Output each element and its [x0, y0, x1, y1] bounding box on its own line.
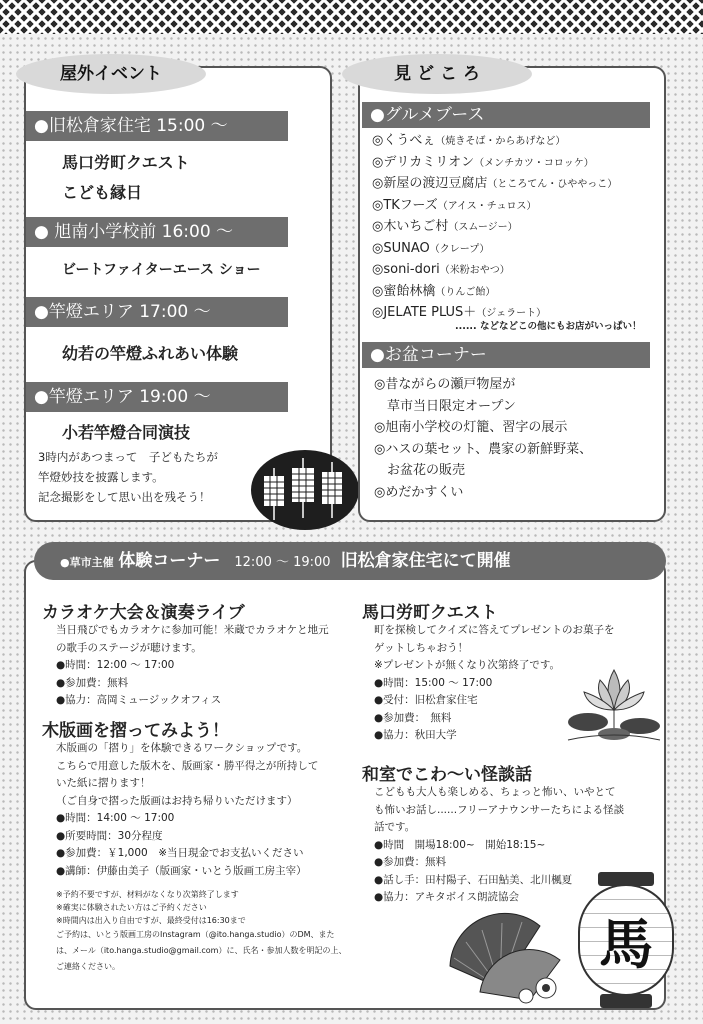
gourmet-item: ◎soni-dori（米粉おやつ）	[372, 262, 510, 277]
hanga-line: 木版画の「摺り」を体験できるワークショップです。	[56, 742, 308, 754]
quest-title: 馬口労町クエスト	[362, 603, 498, 623]
karaoke-line: の歌手のステージが聴けます。	[56, 641, 202, 654]
outdoor-section-1-item-2: こども縁日	[62, 183, 143, 202]
gourmet-item: ◎蜜飴林檎（りんご飴）	[372, 283, 496, 299]
gourmet-item: ◎木いちご村（スムージー）	[372, 219, 518, 234]
outdoor-section-3-header: ●竿燈エリア 17:00 ～	[26, 297, 288, 327]
reservation-note-line: ※予約不要ですが、材料がなくなり次第終了します	[56, 890, 239, 899]
quest-line: ●時間：15:00 ～ 17:00	[374, 676, 493, 689]
banner-host: ●草市主催	[60, 556, 114, 569]
reservation-note-line: は、メール（ito.hanga.studio@gmail.com）に、氏名・参加人数を明記の上、	[56, 946, 347, 955]
obon-item: ◎めだかすくい	[374, 484, 464, 500]
outdoor-section-3-item-1: 幼若の竿燈ふれあい体験	[62, 344, 239, 363]
kaidan-line: 話です。	[374, 821, 416, 833]
outdoor-section-2-header: ● 旭南小学校前 16:00 ～	[26, 217, 288, 247]
hanga-line: （ご自身で摺った版画はお持ち帰りいただけます）	[56, 794, 298, 807]
kanto-lantern-illustration	[250, 446, 360, 530]
quest-line: ●参加費： 無料	[374, 711, 452, 724]
outdoor-note-line-2: 竿燈妙技を披露します。	[38, 470, 164, 484]
karaoke-line: 当日飛びでもカラオケに参加可能！米蔵でカラオケと地元	[56, 624, 329, 636]
outdoor-events-tab: 屋外イベント	[16, 54, 206, 94]
obon-item: ◎旭南小学校の灯籠、習字の展示	[374, 420, 568, 435]
kaidan-line: ●協力：アキタボイス朗読協会	[374, 891, 520, 903]
outdoor-section-1-item-1: 馬口労町クエスト	[62, 153, 190, 172]
obon-list	[374, 374, 592, 503]
quest-line: ゲットしちゃおう！	[374, 641, 469, 654]
gourmet-booth-header: ●グルメブース	[362, 102, 650, 128]
workshop-banner	[34, 542, 666, 580]
kaidan-line: ●話し手：田村陽子、石田鮎美、北川楓夏	[374, 873, 573, 886]
top-pattern-band	[0, 0, 703, 34]
highlights-tab: 見 ど こ ろ	[342, 54, 532, 94]
banner-title: 体験コーナー	[118, 551, 221, 571]
reservation-note-line: ご予約は、いとう版画工房のInstagram（@ito.hanga.studio）のDM、また	[56, 930, 335, 939]
karaoke-line: ●協力：高岡ミュージックオフィス	[56, 694, 222, 706]
reservation-note-line: ※確実に体験されたい方はご予約ください	[56, 903, 207, 912]
banner-time: 12:00 ～ 19:00	[234, 555, 331, 570]
obon-item: ◎ハスの葉セット、農家の新鮮野菜、	[374, 441, 593, 457]
gourmet-item: ◎SUNAO（クレープ）	[372, 240, 490, 256]
hanga-line: ●所要時間：30分程度	[56, 829, 163, 842]
lantern-character: 馬	[599, 912, 653, 976]
quest-line: ●受付：旧松倉家住宅	[374, 694, 478, 706]
reservation-note-line: ご連絡ください。	[56, 962, 120, 971]
obon-item: お盆花の販売	[374, 463, 466, 478]
hanga-line: ●講師：伊藤由美子（版画家・いとう版画工房主宰）	[56, 864, 307, 877]
outdoor-section-4-item-1: 小若竿燈合同演技	[62, 423, 191, 442]
fan-illustration	[440, 896, 570, 1006]
reservation-note-line: ※時間内は出入り自由ですが、最終受付は16:30まで	[56, 916, 246, 925]
paper-lantern	[574, 872, 678, 1012]
hanga-line: ●参加費：￥1,000 ※当日現金でお支払いください	[56, 847, 304, 859]
hanga-details	[56, 740, 318, 880]
quest-line: 町を探検してクイズに答えてプレゼントのお菓子を	[374, 624, 615, 636]
hanga-title: 木版画を摺ってみよう！	[42, 721, 229, 741]
obon-item: ◎昔ながらの瀬戸物屋が	[374, 377, 516, 392]
karaoke-line: ●参加費：無料	[56, 676, 129, 689]
gourmet-more-note: ...... などなどこの他にもお店がいっぱい！	[455, 321, 642, 332]
karaoke-details	[56, 622, 329, 710]
gourmet-item: ◎JELATE PLUS＋（ジェラート）	[372, 305, 547, 320]
outdoor-section-4-header: ●竿燈エリア 19:00 ～	[26, 382, 288, 412]
obon-item: 草市当日限定オープン	[374, 398, 516, 414]
gourmet-list	[372, 131, 617, 325]
hanga-line: こちらで用意した版木を、版画家・勝平得之が所持して	[56, 759, 319, 772]
outdoor-section-2-item-1: ビートファイターエース ショー	[62, 262, 261, 278]
lotus-illustration	[566, 660, 662, 744]
kaidan-line: こどもも大人も楽しめる、ちょっと怖い、いやとて	[374, 786, 616, 798]
outdoor-note-line-3: 記念撮影をして思い出を残そう！	[38, 490, 211, 504]
hanga-line: ●時間：14:00 ～ 17:00	[56, 812, 175, 824]
reservation-notes	[56, 888, 346, 975]
outdoor-section-1-header: ●旧松倉家住宅 15:00 ～	[26, 111, 288, 141]
gourmet-item: ◎くうべぇ（焼きそば・からあげなど）	[372, 133, 566, 148]
kaidan-line: ●参加費：無料	[374, 856, 447, 868]
quest-line: ●協力：秋田大学	[374, 729, 457, 741]
outdoor-note-line-1: 3時内があつまって 子どもたちが	[38, 450, 218, 464]
obon-corner-header: ●お盆コーナー	[362, 342, 650, 368]
gourmet-item: ◎新屋の渡辺豆腐店（ところてん・ひややっこ）	[372, 176, 618, 191]
hanga-line: いた紙に摺ります！	[56, 777, 151, 789]
karaoke-title: カラオケ大会＆演奏ライブ	[42, 603, 245, 623]
banner-place: 旧松倉家住宅にて開催	[340, 551, 511, 571]
gourmet-item: ◎TKフーズ（アイス・チュロス）	[372, 197, 537, 213]
quest-line: ※プレゼントが無くなり次第終了です。	[374, 659, 561, 671]
kaidan-title: 和室でこわ～い怪談話	[362, 765, 532, 785]
gourmet-item: ◎デリカミリオン（メンチカツ・コロッケ）	[372, 154, 594, 170]
kaidan-line: も怖いお話し......フリーアナウンサーたちによる怪談	[374, 803, 625, 816]
kaidan-line: ●時間 開場18:00~ 開始18:15~	[374, 838, 546, 851]
karaoke-line: ●時間：12:00 ～ 17:00	[56, 659, 175, 671]
